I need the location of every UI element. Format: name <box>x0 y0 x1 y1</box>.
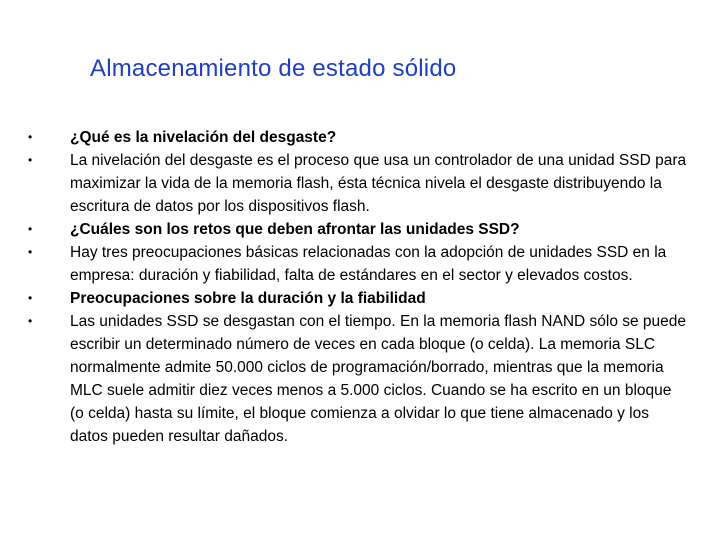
bullet-item <box>28 310 688 448</box>
bullet-icon: • <box>28 130 33 144</box>
bullet-item <box>28 126 688 149</box>
bullet-text: Hay tres preocupaciones básicas relacionadas con la adopción de unidades SSD en la empresa: duración y fiabilidad, falta de estándares en el sector y elevados costos. <box>70 244 667 284</box>
bullet-text: ¿Qué es la nivelación del desgaste? <box>70 129 337 146</box>
bullet-item <box>28 218 688 241</box>
bullet-icon: • <box>28 222 33 236</box>
bullet-icon: • <box>28 153 33 167</box>
bullet-text: La nivelación del desgaste es el proceso que usa un controlador de una unidad SSD para maximizar la vida de la memoria flash, ésta técnica nivela el desgaste distribuyendo la escritura de datos por los dispositivos flash. <box>70 152 687 215</box>
bullet-icon: • <box>28 314 33 328</box>
bullet-text: ¿Cuáles son los retos que deben afrontar las unidades SSD? <box>70 221 520 238</box>
bullet-text: Las unidades SSD se desgastan con el tiempo. En la memoria flash NAND sólo se puede escribir un determinado número de veces en cada bloque (o celda). La memoria SLC normalmente admite 50.000 ciclos de programación/borrado, mientras que la memoria MLC suele admitir diez veces menos a 5.000 ciclos. Cuando se ha escrito en un bloque (o celda) hasta su límite, el bloque comienza a olvidar lo que tiene almacenado y los datos pueden resultar dañados. <box>70 313 687 445</box>
bullet-item <box>28 149 688 218</box>
slide-title: Almacenamiento de estado sólido <box>90 55 457 82</box>
bullet-list <box>28 126 688 448</box>
bullet-text: Preocupaciones sobre la duración y la fiabilidad <box>70 290 426 307</box>
bullet-icon: • <box>28 291 33 305</box>
bullet-icon: • <box>28 245 33 259</box>
bullet-item <box>28 287 688 310</box>
bullet-item <box>28 241 688 287</box>
